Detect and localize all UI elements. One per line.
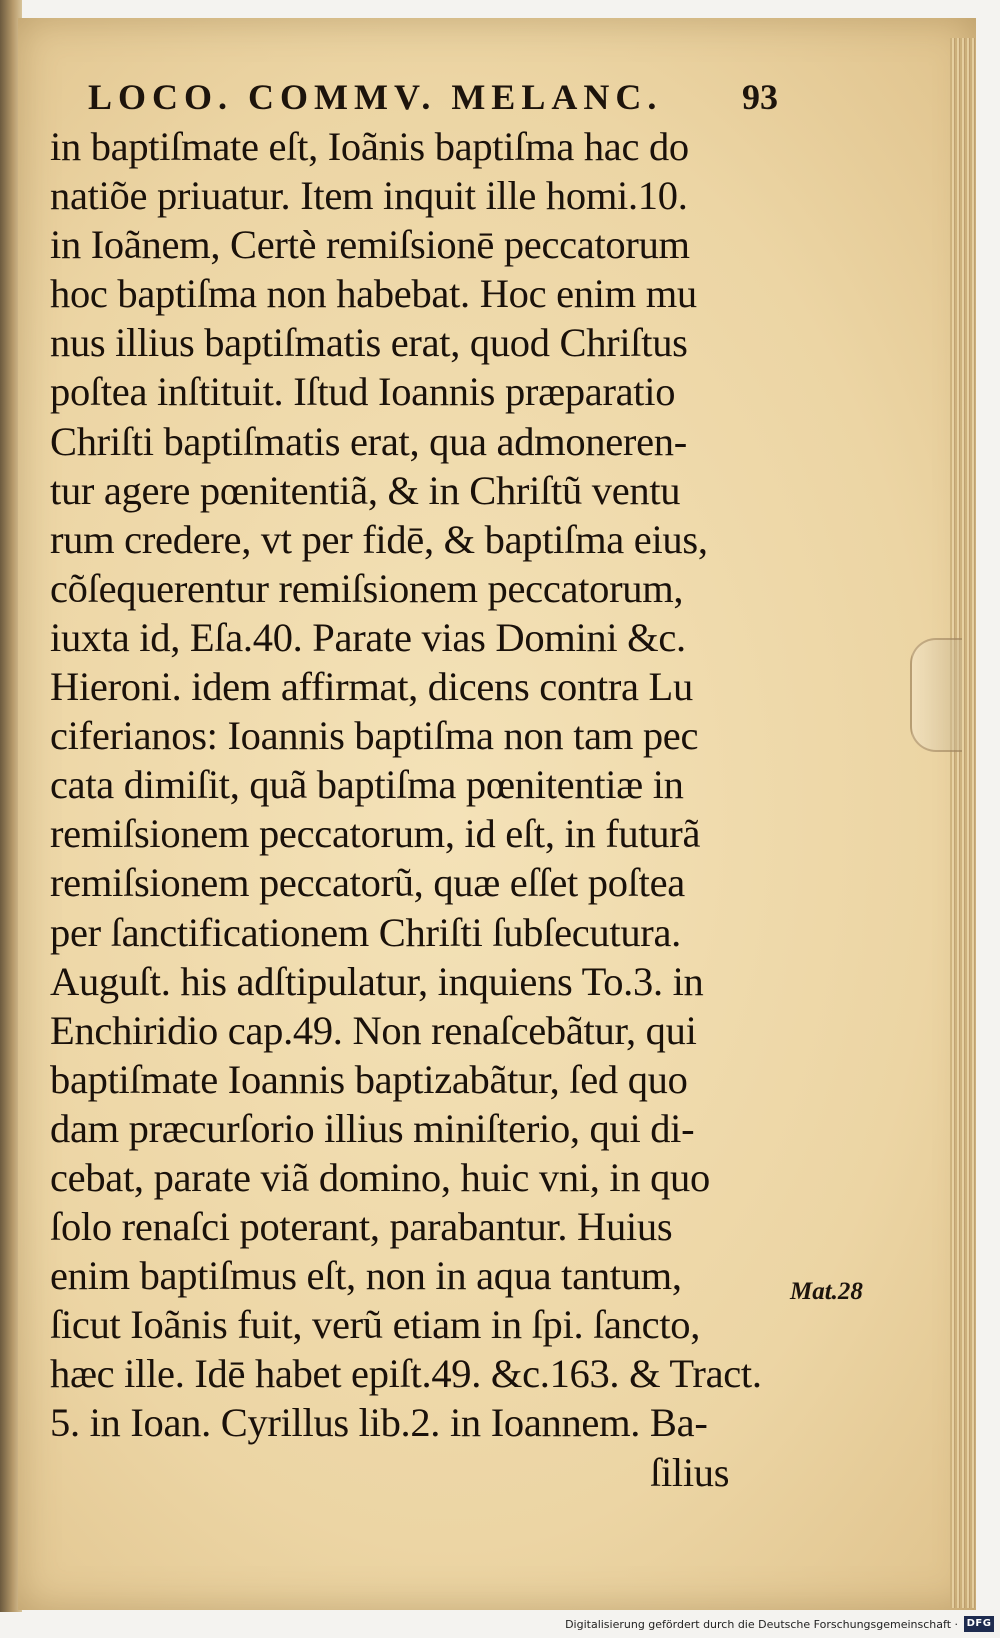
text-line: ciferianos: Ioannis baptiſma non tam pec [50, 713, 699, 759]
text-line: ſolo renaſci poterant, parabantur. Huius [50, 1204, 673, 1250]
text-line: Auguſt. his adſtipulatur, inquiens To.3. in [50, 958, 704, 1004]
text-line: remiſsionem peccatorum, id eſt, in futurã [50, 811, 701, 857]
page-number: 93 [742, 77, 778, 117]
text-line: in Ioãnem, Certè remiſsionē peccatorum [50, 222, 690, 268]
text-line: hæc ille. Idē habet epiſt.49. &c.163. & Tract. [50, 1351, 762, 1397]
text-line: natiõe priuatur. Item inquit ille homi.10. [50, 173, 688, 219]
footer-credit: Digitalisierung gefördert durch die Deutsche Forschungsgemeinschaft · [565, 1618, 958, 1631]
page-clip [910, 638, 962, 752]
text-line: iuxta id, Eſa.40. Parate vias Domini &c. [50, 614, 686, 660]
text-line: Chriſti baptiſmatis erat, qua admoneren- [50, 418, 687, 464]
marginal-note: Mat.28 [790, 1278, 863, 1305]
text-line: enim baptiſmus eſt, non in aqua tantum, [50, 1253, 682, 1299]
text-line: cebat, parate viã domino, huic vni, in quo [50, 1154, 710, 1200]
text-line: tur agere pœnitentiã, & in Chriſtũ ventu [50, 467, 681, 513]
text-line: dam præcurſorio illius miniſterio, qui di- [50, 1105, 695, 1151]
text-line: Enchiridio cap.49. Non renaſcebãtur, qui [50, 1007, 697, 1053]
text-line: baptiſmate Ioannis baptizabãtur, ſed quo [50, 1056, 688, 1102]
dfg-logo: DFG [964, 1616, 994, 1632]
text-line: cata dimiſit, quã baptiſma pœnitentiæ in [50, 762, 684, 808]
text-line: poſtea inſtituit. Iſtud Ioannis præparatio [50, 369, 676, 415]
text-line: hoc baptiſma non habebat. Hoc enim mu [50, 271, 697, 317]
text-line: in baptiſmate eſt, Ioãnis baptiſma hac do [50, 124, 689, 169]
text-line: per ſanctificationem Chriſti ſubſecutura. [50, 909, 681, 955]
page-edges [950, 38, 976, 1608]
text-line: remiſsionem peccatorũ, quæ eſſet poſtea [50, 860, 685, 906]
text-line: nus illius baptiſmatis erat, quod Chriſtus [50, 320, 688, 366]
text-line: Hieroni. idem affirmat, dicens contra Lu [50, 664, 693, 710]
text-line: 5. in Ioan. Cyrillus lib.2. in Ioannem. Ba- [50, 1400, 708, 1446]
page-header [88, 74, 778, 120]
text-line: cõſequerentur remiſsionem peccatorum, [50, 565, 684, 611]
body-text [50, 122, 800, 1497]
text-line: ſicut Ioãnis fuit, verũ etiam in ſpi. ſancto, [50, 1302, 701, 1348]
text-line: rum credere, vt per fidē, & baptiſma eius, [50, 516, 708, 562]
text-line: ſilius [650, 1449, 730, 1495]
running-head: LOCO. COMMV. MELANC. [88, 77, 663, 117]
footer-bar [0, 1612, 1000, 1638]
